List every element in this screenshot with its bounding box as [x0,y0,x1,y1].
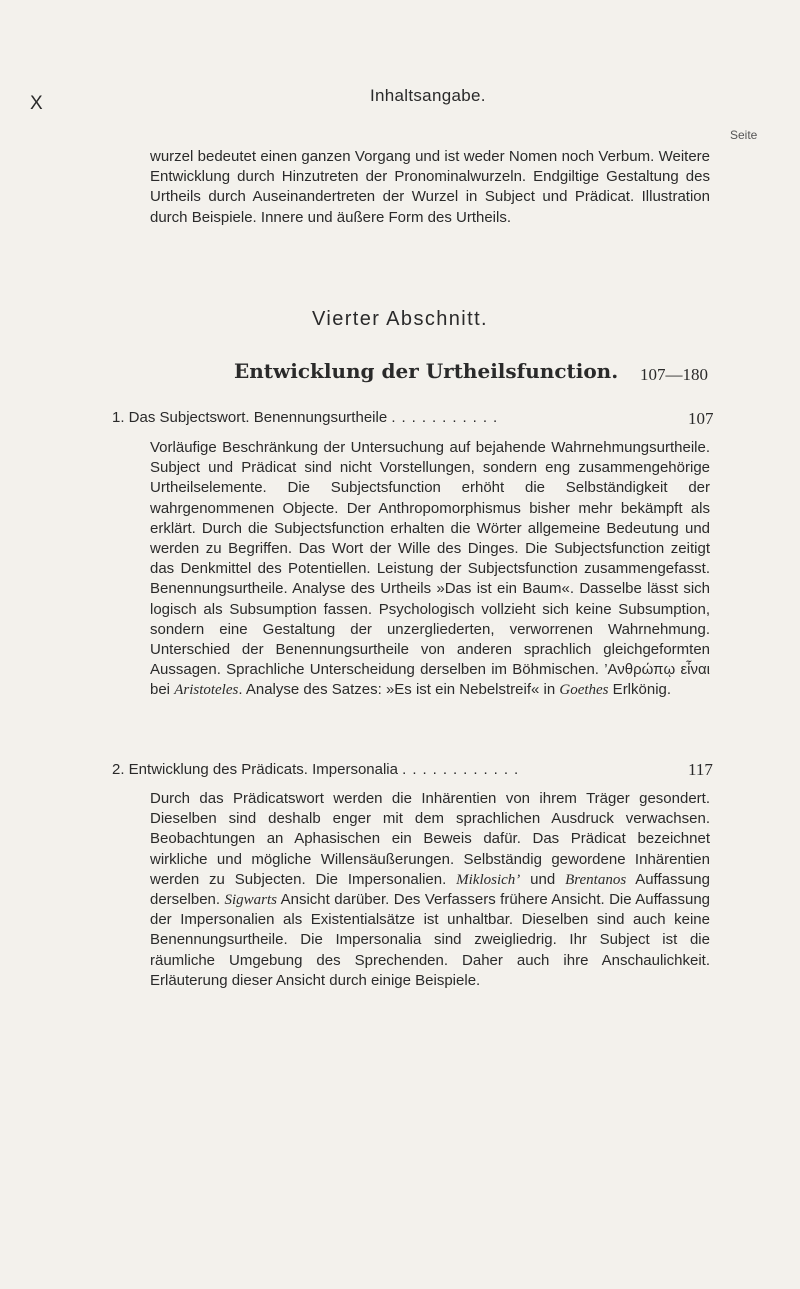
section-heading: Vierter Abschnitt. [311,308,489,330]
toc-entry-title: 2. Entwicklung des Prädicats. Impersonalia [112,761,398,778]
toc-entry-heading [112,761,712,778]
toc-entry-page: 117 [688,760,713,779]
summary-text: . Analyse des Satzes: »Es ist ein Nebelstreif« in [238,681,560,699]
author-name: Brentanos [565,871,627,888]
author-name: Miklosich’ [456,871,521,888]
section-page-range: 107—180 [640,365,708,384]
toc-leader-dots: ........... [391,409,504,426]
toc-entry-page: 107 [688,409,714,428]
summary-text: Erlkönig. [608,681,672,699]
summary-text: Vorläufige Beschränkung der Untersuchung auf bejahende Wahrnehmungsurtheile. Subject und Prädicat sind nicht Vorstellungen, sondern eng zusammengehörige Urtheilselemente. Die Subjectsfunction erhöht die Selbständigkeit der wahrgenommenen Objecte. Der Anthropomorphismus bisher mehr bekämpft als erklärt. Durch die Subjectsfunction erhalten die Wörter allgemeine Bedeutung und werden zu Begriffen. Das Wort der Wille des Dinges. Die Subjectsfunction zeitigt das Denkmittel des Potentiellen. Leistung der Subjectsfunction zusammengefasst. Benennungsurtheile. Analyse des Urtheils »Das ist ein Baum«. Dasselbe lässt sich logisch als Subsumption fassen. Psychologisch vollzieht sich keine Subsumption, sondern eine Gestaltung der unzergliederten, verworrenen Wahrnehmung. Unterschied der Benennungsurtheile von anderen sprachlich gleichgeformten Aussagen. Sprachliche Unterscheidung derselben im Böhmischen. ’Ανθρώπῳ εἶναι bei [150,439,710,699]
summary-text: Durch das Prädicatswort werden die Inhärentien von ihrem Träger gesondert. Dieselben sind deshalb enger mit dem sprachlichen Ausdruck verwachsen. Beobachtungen an Aphasischen ein Beweis dafür. Das Prädicat bezeichnet wirkliche und mögliche Willensäußerungen. Selbständig gewordene Inhärentien werden zu Subjecten. Die Impersonalien. [150,790,710,888]
intro-paragraph: wurzel bedeutet einen ganzen Vorgang und ist weder Nomen noch Verbum. Weitere Entwicklung durch Hinzutreten der Pronominalwurzeln. Endgiltige Gestaltung des Urtheils durch Auseinandertreten der Wurzel in Subject und Prädicat. Illustration durch Beispiele. Innere und äußere Form des Urtheils. [150,148,710,226]
summary-text: Ansicht darüber. Des Verfassers frühere Ansicht. Die Auffassung der Impersonalien als Existentialsätze ist unhaltbar. Dieselben sind auch keine Benennungsurtheile. Die Impersonalia sind zweigliedrig. Ihr Subject ist die räumliche Umgebung des Sprechenden. Daher auch ihre Anschaulichkeit. Erläuterung dieser Ansicht durch einige Beispiele. [150,891,711,989]
toc-entry-heading [112,409,712,426]
seite-column-label: Seite [730,128,758,142]
toc-entry-title: 1. Das Subjectswort. Benennungsurtheile [112,409,388,426]
author-name: Sigwarts [224,892,278,909]
running-head: Inhaltsangabe. [370,86,486,105]
toc-entry-summary [150,789,710,991]
author-name: Aristoteles [174,682,239,699]
section-title: Entwicklung der Urtheilsfunction. [234,359,619,383]
summary-text: und [520,870,566,888]
author-name: Goethes [559,682,609,699]
toc-entry-summary [150,438,710,701]
toc-leader-dots: ............ [402,761,525,778]
summary-text: Auffassung derselben. [150,870,710,909]
page-roman-numeral: X [30,93,43,114]
